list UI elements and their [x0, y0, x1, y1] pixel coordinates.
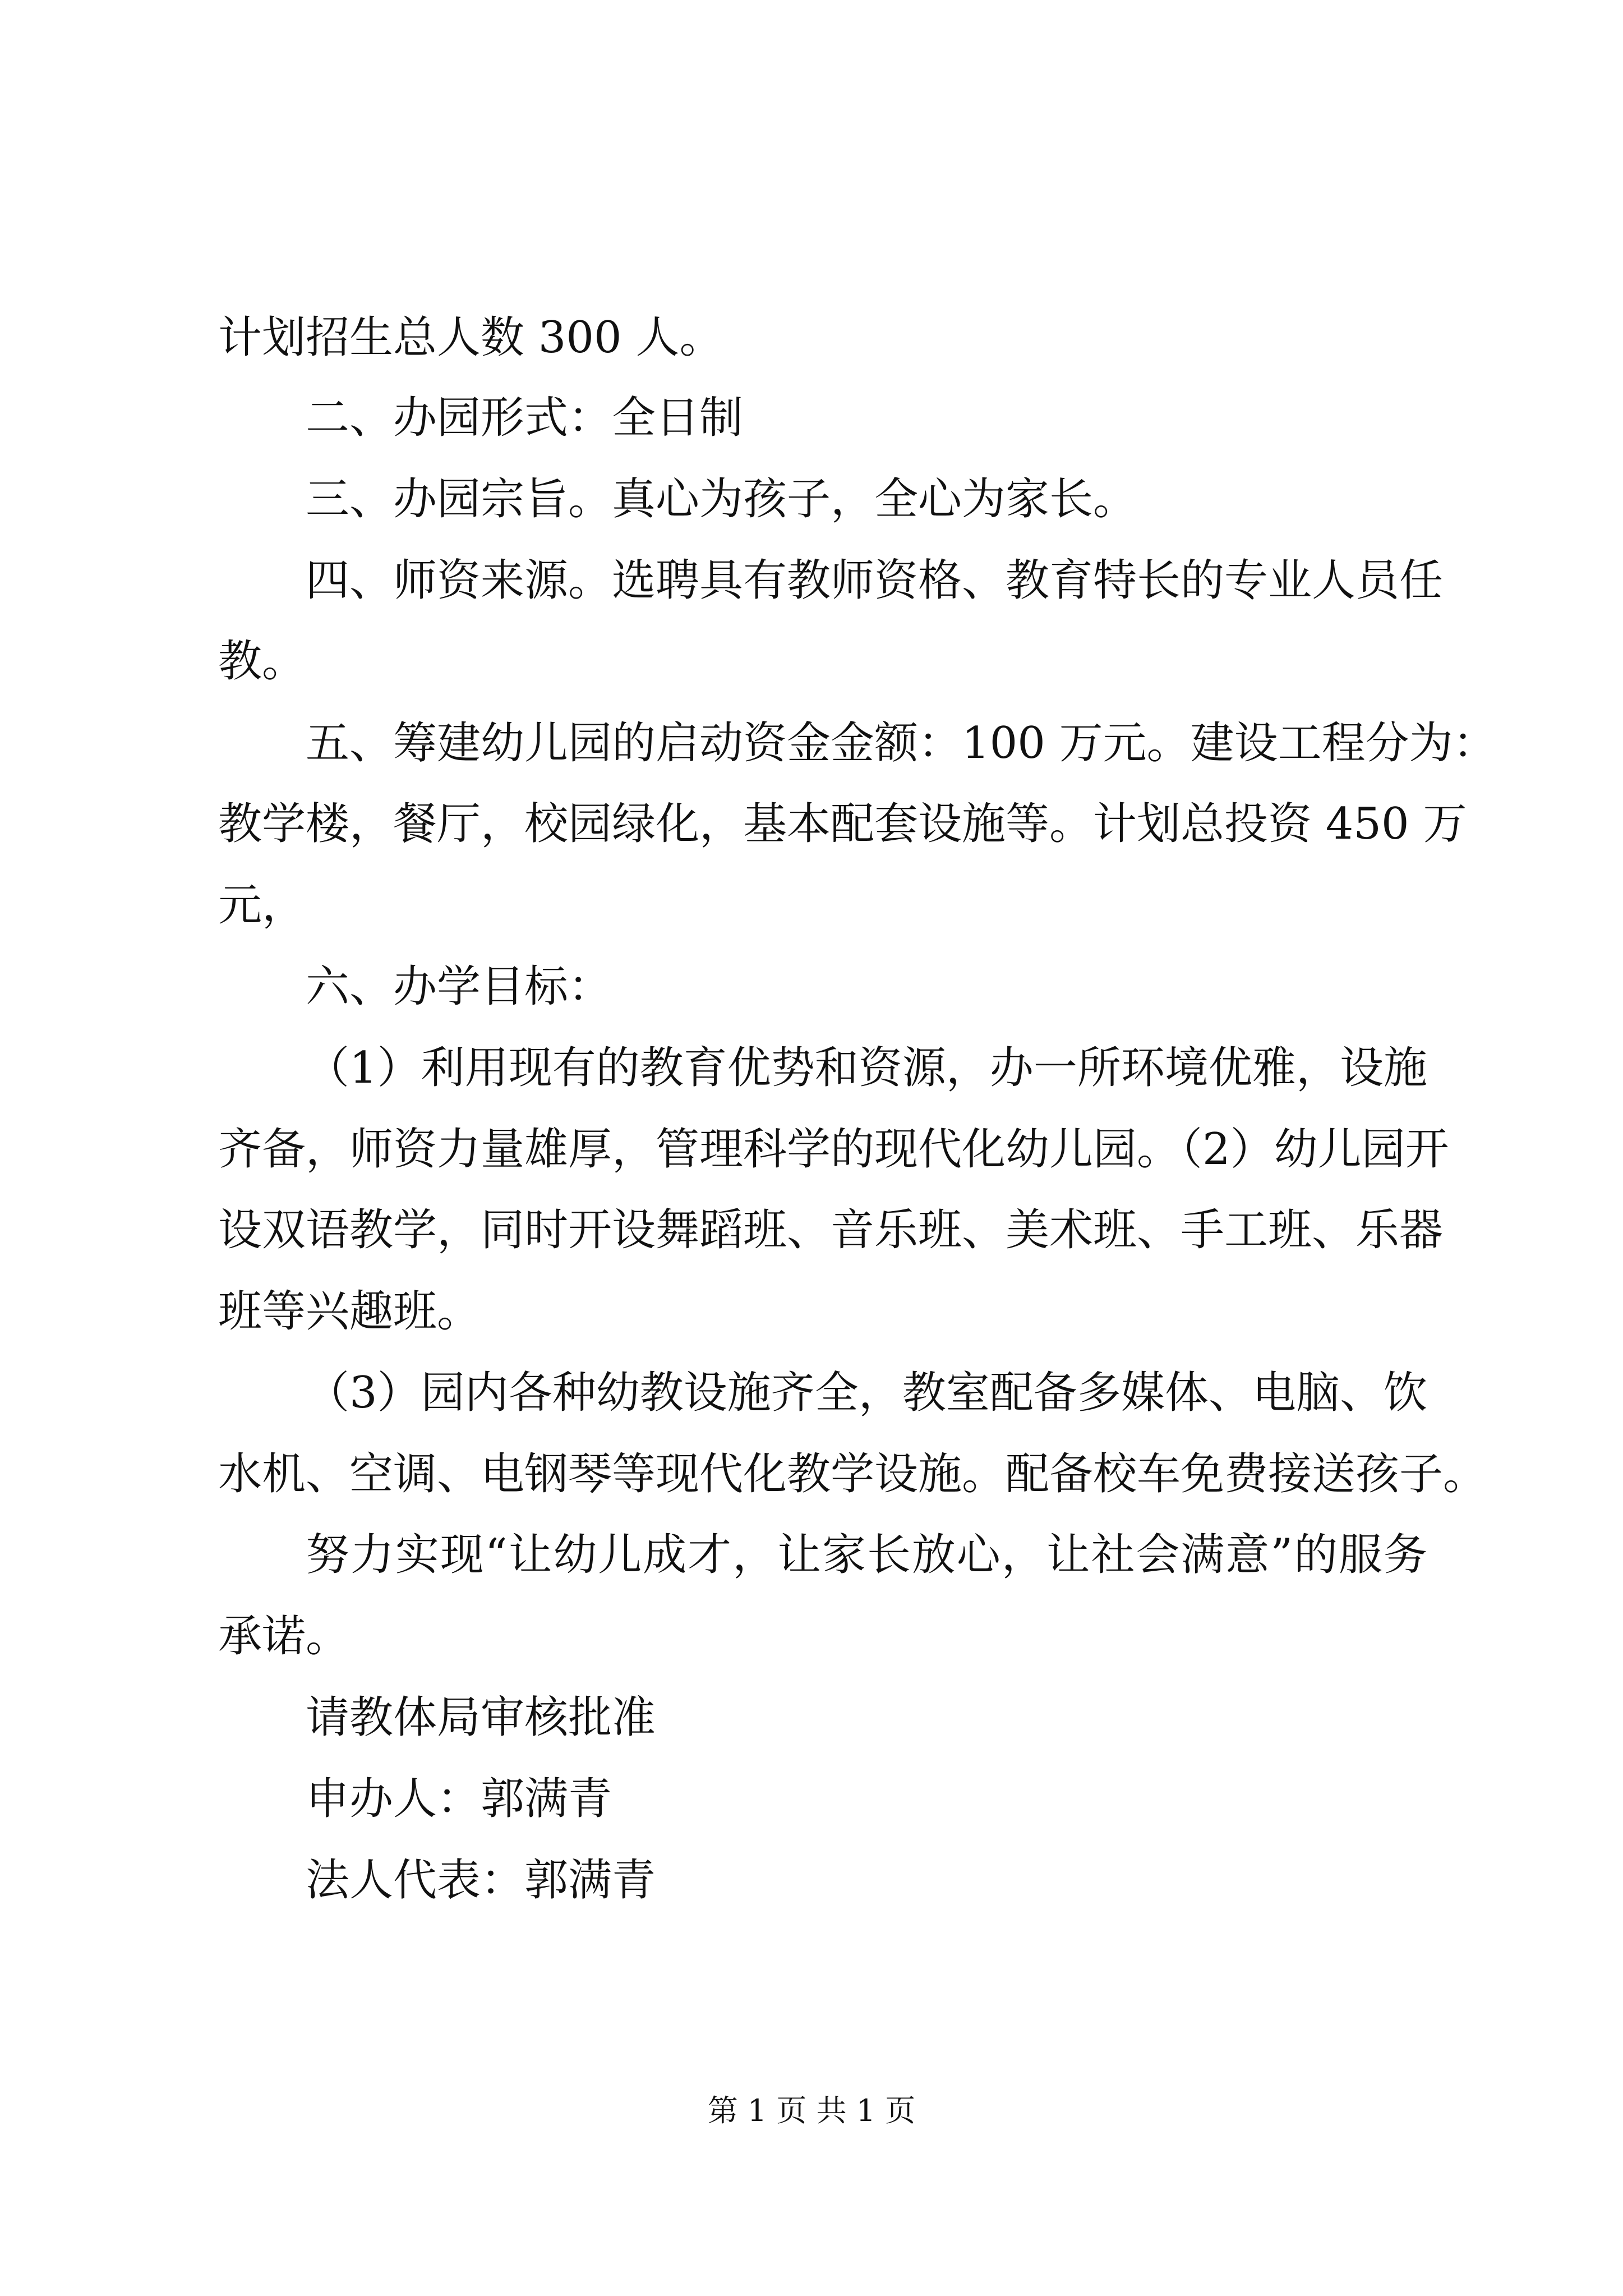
text-line-17: 承诺。 — [218, 1611, 350, 1662]
text-line-8: 元， — [218, 880, 306, 931]
text-line-2: 二、办园形式：全日制 — [306, 393, 744, 443]
text-line-13: 班等兴趣班。 — [218, 1286, 481, 1337]
text-line-11: 齐备，师资力量雄厚，管理科学的现代化幼儿园。（2）幼儿园开 — [218, 1124, 1449, 1175]
text-line-15: 水机、空调、电钢琴等现代化教学设施。配备校车免费接送孩子。 — [218, 1449, 1487, 1499]
text-line-20: 法人代表：郭满青 — [306, 1855, 656, 1906]
text-line-19: 申办人：郭满青 — [306, 1774, 612, 1824]
text-line-5: 教。 — [218, 636, 306, 687]
page-number-footer: 第 1 页 共 1 页 — [707, 2093, 916, 2128]
text-line-14: （3）园内各种幼教设施齐全，教室配备多媒体、电脑、饮 — [306, 1368, 1427, 1418]
text-line-9: 六、办学目标： — [306, 961, 612, 1012]
text-line-12: 设双语教学，同时开设舞蹈班、音乐班、美术班、手工班、乐器 — [218, 1205, 1444, 1255]
text-line-3: 三、办园宗旨。真心为孩子，全心为家长。 — [306, 474, 1137, 524]
text-line-1: 计划招生总人数 300 人。 — [218, 312, 723, 363]
text-line-4: 四、师资来源。选聘具有教师资格、教育特长的专业人员任 — [306, 555, 1444, 606]
text-line-6: 五、筹建幼儿园的启动资金金额：100 万元。建设工程分为： — [306, 718, 1497, 769]
text-line-18: 请教体局审核批准 — [306, 1692, 656, 1743]
text-line-10: （1）利用现有的教育优势和资源，办一所环境优雅，设施 — [306, 1043, 1427, 1093]
text-line-16: 努力实现“让幼儿成才，让家长放心，让社会满意”的服务 — [306, 1530, 1427, 1580]
text-line-7: 教学楼，餐厅，校园绿化，基本配套设施等。计划总投资 450 万 — [218, 799, 1467, 849]
